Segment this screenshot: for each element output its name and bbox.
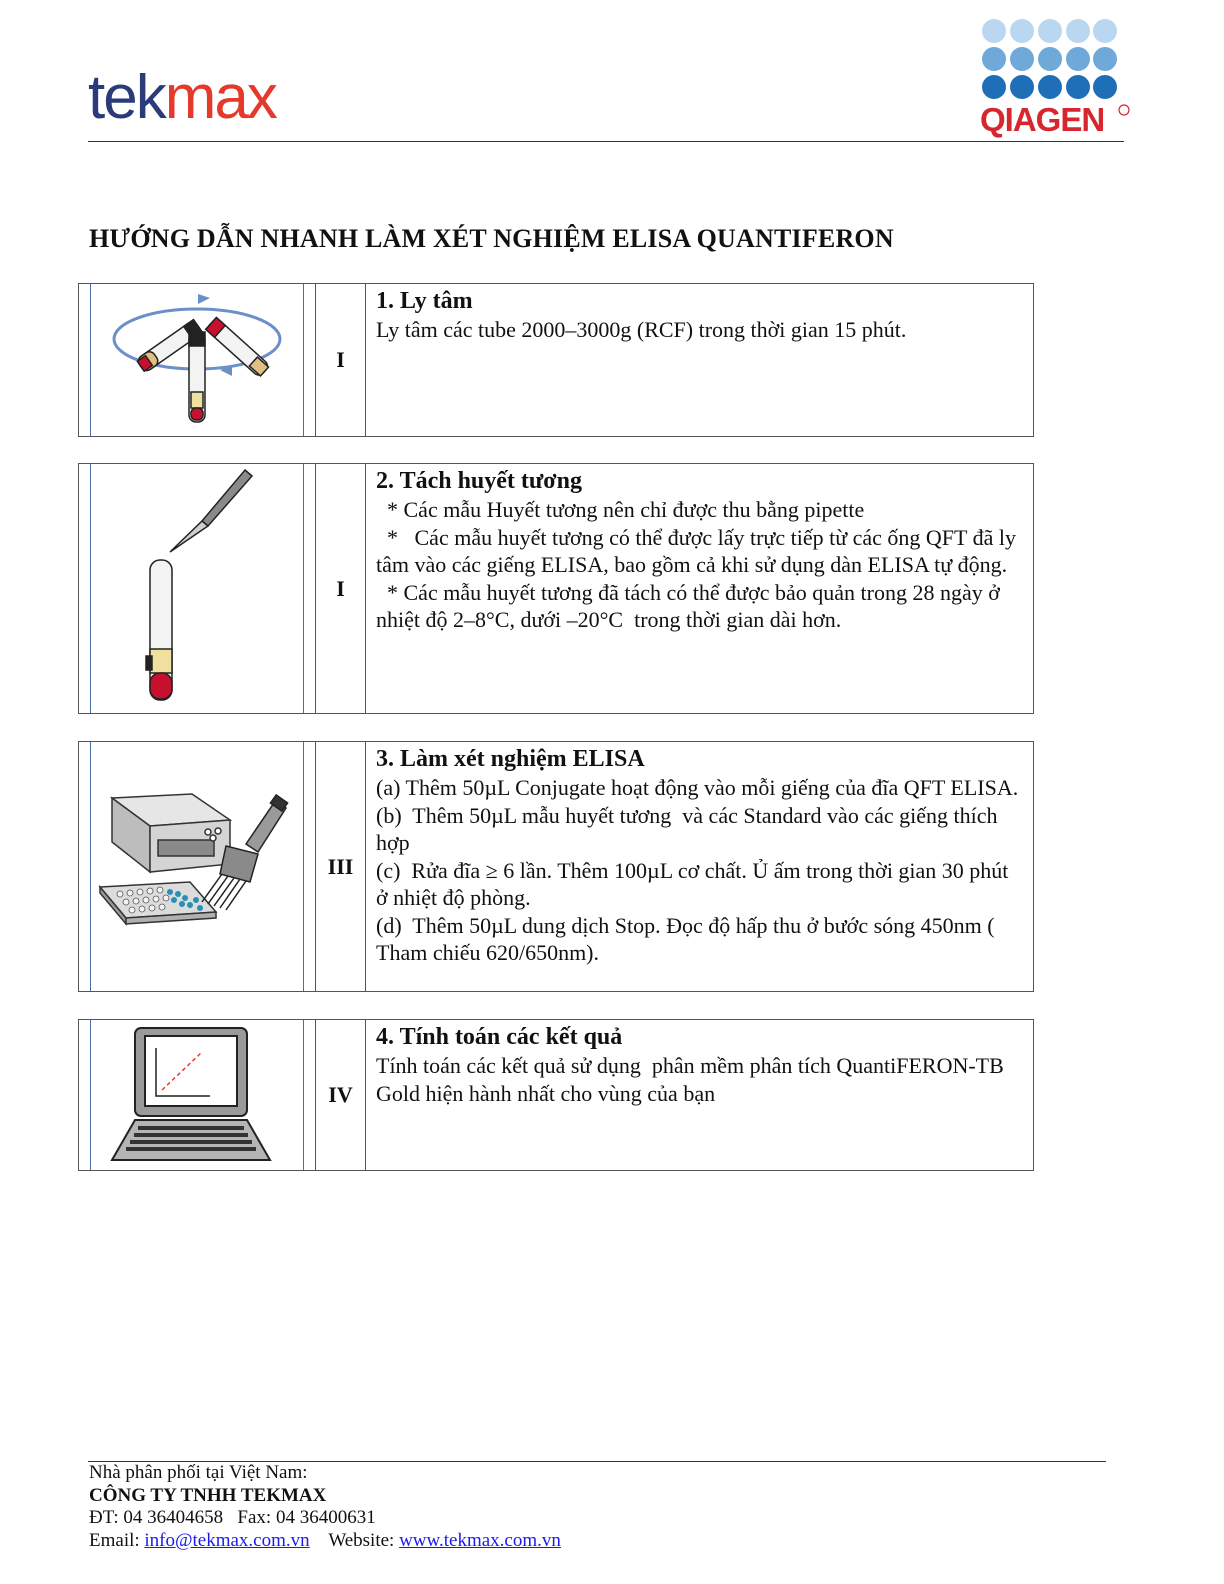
step-1-line-1: Ly tâm các tube 2000–3000g (RCF) trong thời gian 15 phút. — [376, 317, 907, 342]
svg-text:tekmax — [88, 63, 278, 130]
step-2-line-1: * Các mẫu Huyết tương nên chỉ được thu bằng pipette — [376, 497, 865, 522]
tekmax-logo — [88, 60, 278, 130]
step-2-line-2: * Các mẫu huyết tương có thể được lấy trực tiếp từ các ống QFT đã ly tâm vào các giếng ELISA, bao gồm cả khi sử dụng dàn ELISA tự động. — [376, 524, 1016, 577]
header-divider — [88, 141, 1124, 142]
footer-website-link[interactable]: www.tekmax.com.vn — [399, 1529, 561, 1551]
step-1-illustration — [79, 284, 316, 436]
centrifuge-icon — [90, 284, 304, 436]
step-3-roman: III — [316, 742, 366, 991]
step-4-roman: IV — [316, 1020, 366, 1170]
tekmax-logo-max: max — [164, 63, 276, 130]
tekmax-logo-tek: tek — [88, 63, 165, 130]
step-1 — [78, 283, 1034, 437]
step-4-line-1: Tính toán các kết quả sử dụng phân mềm phân tích QuantiFERON-TB Gold hiện hành nhất cho vùng của bạn — [376, 1053, 1010, 1106]
document-title: HƯỚNG DẪN NHANH LÀM XÉT NGHIỆM ELISA QUANTIFERON — [89, 224, 894, 253]
step-4 — [78, 1019, 1034, 1171]
footer-email-label: Email: — [89, 1529, 145, 1551]
footer-website-label: Website: — [309, 1529, 400, 1551]
step-3-illustration — [79, 742, 316, 991]
step-1-heading: 1. Ly tâm — [376, 288, 473, 314]
step-3-heading: 3. Làm xét nghiệm ELISA — [376, 746, 645, 772]
step-1-roman: I — [316, 284, 366, 436]
footer-distributor-label: Nhà phân phối tại Việt Nam: — [89, 1462, 308, 1483]
qiagen-logo — [978, 18, 1134, 140]
step-2-line-3: * Các mẫu huyết tương đã tách có thể được bảo quản trong 28 ngày ở nhiệt độ 2–8°C, dưới –20°C trong thời gian dài hơn. — [376, 579, 1000, 632]
laptop-icon — [90, 1020, 304, 1170]
pipette-tube-icon — [90, 464, 304, 713]
step-4-heading: 4. Tính toán các kết quả — [376, 1024, 623, 1050]
footer-contact-line — [89, 1530, 561, 1553]
step-4-illustration — [79, 1020, 316, 1170]
footer-company-name: CÔNG TY TNHH TEKMAX — [89, 1484, 327, 1506]
step-2 — [78, 463, 1034, 714]
step-3-line-c: (c) Rửa đĩa ≥ 6 lần. Thêm 100µL cơ chất. Ủ ấm trong thời gian 30 phút ở nhiệt độ phòng. — [376, 857, 1009, 910]
elisa-reader-icon — [90, 742, 304, 991]
step-2-illustration — [79, 464, 316, 713]
qiagen-dots — [982, 19, 1117, 99]
footer-email-link[interactable]: info@tekmax.com.vn — [144, 1529, 310, 1551]
step-3-line-b: (b) Thêm 50µL mẫu huyết tương và các Standard vào các giếng thích hợp — [376, 802, 998, 855]
step-3 — [78, 741, 1034, 992]
footer — [89, 1462, 561, 1552]
step-2-heading: 2. Tách huyết tương — [376, 468, 582, 494]
step-2-roman: I — [316, 464, 366, 713]
step-3-line-d: (d) Thêm 50µL dung dịch Stop. Đọc độ hấp thu ở bước sóng 450nm ( Tham chiếu 620/650nm). — [376, 912, 995, 965]
step-3-line-a: (a) Thêm 50µL Conjugate hoạt động vào mỗi giếng của đĩa QFT ELISA. — [376, 775, 1019, 800]
footer-phone-fax: ĐT: 04 36404658 Fax: 04 36400631 — [89, 1507, 376, 1528]
qiagen-logo-text: QIAGEN — [980, 101, 1105, 138]
